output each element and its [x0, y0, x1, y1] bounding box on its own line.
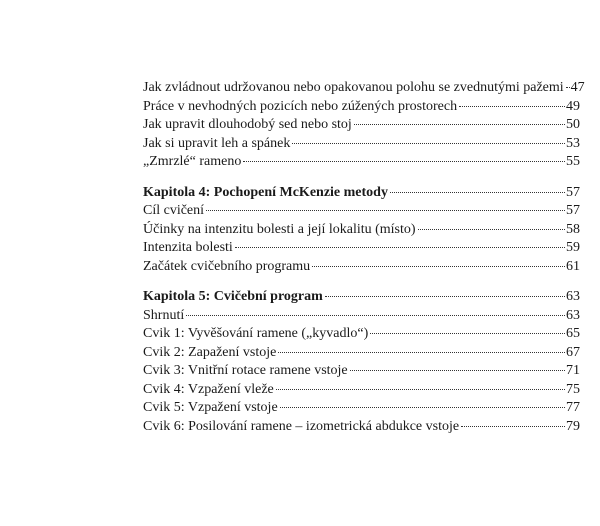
toc-entry-page: 61: [566, 258, 580, 274]
toc-entry-title: Cvik 2: Zapažení vstoje: [143, 344, 277, 360]
toc-entry-title: Začátek cvičebního programu: [143, 258, 311, 274]
toc-entry: [143, 362, 580, 381]
toc-entry-title: „Zmrzlé“ rameno: [143, 154, 242, 169]
dot-leader: [461, 425, 565, 427]
toc-entry: [143, 239, 580, 258]
toc-group-chapter-4: [143, 184, 580, 277]
toc-entry-page: 63: [566, 307, 580, 323]
toc-entry-title: Cvik 5: Vzpažení vstoje: [143, 400, 278, 415]
toc-entry-title: Cíl cvičení: [143, 203, 205, 218]
toc-entry-page: 50: [566, 117, 580, 132]
dot-leader: [206, 209, 565, 211]
toc-chapter-page: 63: [566, 289, 580, 304]
toc-chapter-heading: [143, 184, 580, 203]
toc-entry-page: 79: [566, 418, 580, 434]
toc-entry: [143, 381, 580, 400]
toc-entry: [143, 258, 580, 277]
toc-entry-page: 71: [566, 363, 580, 378]
toc-entry-title: Shrnutí: [143, 307, 185, 323]
toc-entry-title: Práce v nevhodných pozicích nebo zúžených prostorech: [143, 98, 458, 114]
dot-leader: [278, 351, 565, 353]
toc-chapter-title: Kapitola 5: Cvičební program: [143, 289, 323, 304]
toc-entry: [143, 221, 580, 240]
toc-entry-title: Cvik 3: Vnitřní rotace ramene vstoje: [143, 363, 348, 378]
toc-entry: [143, 307, 580, 326]
toc-entry-page: 67: [566, 344, 580, 360]
dot-leader: [280, 406, 565, 408]
toc-entry-title: Cvik 1: Vyvěšování ramene („kyvadlo“): [143, 326, 369, 341]
dot-leader: [186, 314, 565, 316]
toc-entry-page: 47: [570, 80, 585, 95]
toc-entry-page: 75: [566, 381, 580, 397]
toc-entry: [143, 153, 580, 172]
dot-leader: [276, 388, 565, 390]
toc-entry: [143, 344, 580, 363]
toc-entry: [143, 98, 580, 117]
dot-leader: [312, 265, 565, 267]
toc-entry: [143, 399, 580, 418]
toc-entry: [143, 325, 580, 344]
toc-entry-page: 65: [566, 326, 580, 341]
dot-leader: [235, 246, 565, 248]
dot-leader: [325, 295, 565, 297]
toc-entry-page: 53: [566, 135, 580, 151]
toc-chapter-heading: [143, 288, 580, 307]
toc-entry: [143, 116, 580, 135]
toc-entry-page: 55: [566, 154, 580, 169]
dot-leader: [459, 105, 565, 107]
toc-entry-page: 77: [566, 400, 580, 415]
toc-entry: [143, 202, 580, 221]
table-of-contents: [143, 79, 585, 436]
toc-entry-title: Účinky na intenzitu bolesti a její lokalitu (místo): [143, 221, 416, 237]
toc-entry: [143, 79, 585, 98]
toc-entry-page: 57: [566, 203, 580, 218]
toc-entry-page: 58: [566, 221, 580, 237]
dot-leader: [390, 191, 565, 193]
dot-leader: [292, 142, 565, 144]
toc-entry-title: Cvik 6: Posilování ramene – izometrická abdukce vstoje: [143, 418, 460, 434]
toc-entry-title: Jak upravit dlouhodobý sed nebo stoj: [143, 117, 352, 132]
toc-chapter-title: Kapitola 4: Pochopení McKenzie metody: [143, 184, 388, 200]
toc-entry-page: 49: [566, 98, 580, 114]
toc-entry-title: Cvik 4: Vzpažení vleže: [143, 381, 274, 397]
toc-entry-title: Jak si upravit leh a spánek: [143, 135, 291, 151]
toc-entry: [143, 135, 580, 154]
toc-chapter-page: 57: [566, 184, 580, 200]
toc-entry-page: 59: [566, 240, 580, 255]
toc-group-chapter-5: [143, 288, 580, 436]
dot-leader: [418, 228, 565, 230]
toc-entry-title: Intenzita bolesti: [143, 240, 233, 255]
toc-entry-title: Jak zvládnout udržovanou nebo opakovanou polohu se zvednutými pažemi: [143, 80, 564, 95]
dot-leader: [370, 332, 565, 334]
dot-leader: [350, 369, 565, 371]
dot-leader: [354, 123, 565, 125]
dot-leader: [566, 86, 570, 88]
dot-leader: [243, 160, 565, 162]
toc-group-chapter-3-continued: [143, 79, 585, 172]
toc-entry: [143, 418, 580, 437]
